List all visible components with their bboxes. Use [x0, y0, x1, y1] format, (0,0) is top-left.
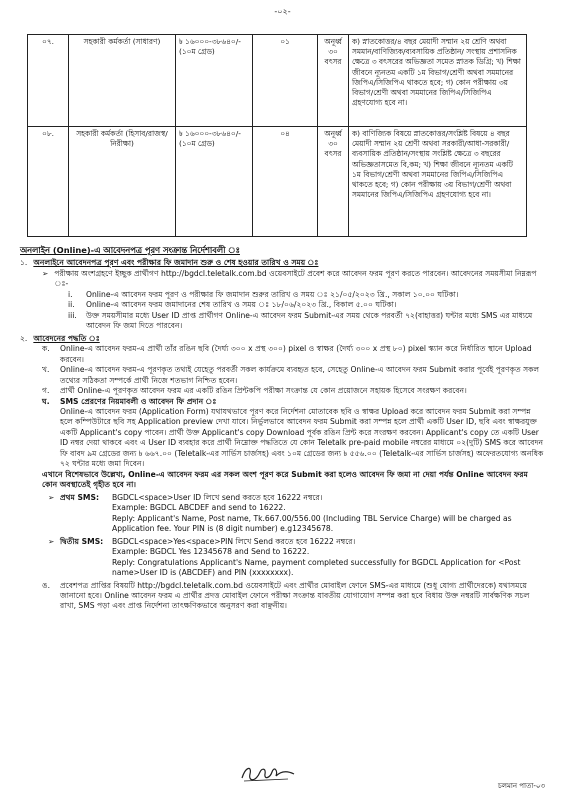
- bullet-arrow-icon: ➢: [42, 268, 49, 278]
- post-count: ০১: [253, 35, 318, 127]
- section-1-intro: পরীক্ষায় অংশগ্রহণে ইচ্ছুক প্রার্থীগণ http://bgdcl.teletalk.com.bd ওয়েবসাইটে প্রবেশ করে আবেদন ফরম পূরণ করতে পারবেন। আবেদনের সময়সীমা নিম্নরূপ ঃ-: [54, 268, 537, 289]
- list-item-number: i.: [68, 289, 73, 299]
- bullet-arrow-icon: ➢: [48, 492, 55, 502]
- admit-card-info: প্রবেশপত্র প্রাপ্তির বিষয়টি http://bgdcl.teletalk.com.bd ওয়েবসাইটে এবং প্রার্থীর মোবাইল ফোনে SMS-এর মাধ্যমে (শুধু যোগ্য প্রার্থীদেরকে) যথাসময়ে জানানো হবে। Online আবেদন ফরম এ প্রার্থীর প্রদত্ত মোবাইল ফোনে পরীক্ষা সংক্রান্ত যাবতীয় যোগাযোগ সম্পন্ন করা হবে বিধায় উক্ত নম্বরটি সার্বক্ষণিক সচল রাখা, SMS পড়া এবং প্রাপ্ত নির্দেশনা তাৎক্ষণিকভাবে অনুসরণ করা বাঞ্ছনীয়।: [60, 580, 530, 611]
- post-age: অনূর্ধ্ব ৩০ বৎসর: [318, 127, 349, 237]
- list-item-number: খ.: [42, 365, 50, 375]
- table-row: [28, 127, 527, 237]
- sms-label: দ্বিতীয় SMS:: [60, 536, 104, 546]
- list-item-number: ঘ.: [42, 396, 50, 406]
- list-item: Online-এ আবেদন ফরম-এ পূরণকৃত তথ্যই যেহেতু পরবর্তী সকল কার্যক্রমে ব্যবহৃত হবে, সেহেতু Online-এ আবেদন ফরম Submit করার পূর্বেই পূরণকৃত সকল তথ্যের সঠিকতা সম্পর্কে প্রার্থী নিজে শতভাগ নিশ্চিত হবেন।: [60, 365, 540, 385]
- sms-reply: Reply: Congratulations Applicant's Name, payment completed successfully for BGDCL Application for <Post name>User ID is (ABCDEF) and PIN (xxxxxxxx).: [112, 557, 521, 578]
- continued-page-note: চলমান পাতা-০৩: [497, 782, 545, 790]
- posts-table: [27, 34, 527, 237]
- list-item: Online-এ আবেদন ফরম-এ প্রার্থী তাঁর রঙিন ছবি (দৈর্ঘ্য ৩০০ x প্রস্থ ৩০০) pixel ও স্বাক্ষর (দৈর্ঘ্য ৩০০ x প্রস্থ ৮০) pixel স্ক্যান করে নির্ধারিত স্থানে Upload করবেন।: [60, 344, 532, 364]
- page-number: -০২-: [274, 7, 291, 16]
- important-note: এখানে বিশেষভাবে উল্লেখ্য, Online-এ আবেদন ফরম এর সকল অংশ পূরণ করে Submit করা হলেও আবেদন ফি জমা না দেয়া পর্যন্ত Online আবেদন ফরম কোন অবস্থাতেই গৃহীত হবে না।: [42, 469, 528, 490]
- section-2-title: আবেদনের পদ্ধতি ঃ: [33, 333, 100, 343]
- sms-example: Example: BGDCL ABCDEF and send to 16222.: [112, 503, 286, 513]
- sms-rules-body: Online-এ আবেদন ফরম (Application Form) যথাযথভাবে পূরণ করে নির্দেশনা মোতাবেক ছবি ও স্বাক্ষর Upload করে আবেদন ফরম Submit করা সম্পন্ন হলে কম্পিউটারে ছবি সহ Application preview দেখা যাবে। নির্ভুলভাবে আবেদন ফরম Submit করা সম্পন্ন হলে প্রার্থী একটি User ID, ছবি এবং স্বাক্ষরযুক্ত একটি Applicant's copy পাবেন। প্রার্থী উক্ত Applicant's copy Download পূর্বক রঙিন প্রিন্ট করে সংরক্ষণ করবেন। Applicant's copy তে একটি User ID নম্বর দেয়া থাকবে এবং এ User ID ব্যবহার করে প্রার্থী নিম্নোক্ত পদ্ধতিতে যে কোন Teletalk pre-paid mobile নম্বরের মাধ্যমে ০২(দুটি) SMS করে আবেদন ফি বাবদ ৯ম গ্রেডের জন্য ৳ ৬৬৭.০০ (Teletalk-এর সার্ভিস চার্জসহ) এবং ১০ম গ্রেডের জন্য ৳ ৫৫৬.০০ (Teletalk-এর সার্ভিস চার্জসহ) অফেরতযোগ্য অনধিক ৭২ ঘন্টার মধ্যে জমা দিবেন।: [60, 407, 544, 469]
- list-item-number: গ.: [42, 386, 50, 396]
- signature-image: [238, 762, 298, 784]
- post-serial: ০৮.: [28, 127, 69, 237]
- section-1-number: ১.: [20, 258, 28, 268]
- sms-command: BGDCL<space>Yes<space>PIN লিখে Send করতে হবে 16222 নম্বরে।: [112, 536, 356, 546]
- section-2-number: ২.: [20, 333, 28, 343]
- post-grade: ৳ ১৬০০০-৩৮৬৪০/- (১০ম গ্রেড): [176, 127, 253, 237]
- post-age: অনূর্ধ্ব ৩০ বৎসর: [318, 35, 349, 127]
- sms-reply: Reply: Applicant's Name, Post name, Tk.667.00/556.00 (Including TBL Service Charge) will be charged as Application fee. Your PIN is (8 digit number) e.g12345678.: [112, 513, 512, 534]
- online-heading: অনলাইন (Online)-এ আবেদনপত্র পূরণ সংক্রান্ত নির্দেশাবলী ঃ: [20, 245, 240, 255]
- sms-first: [20, 493, 545, 535]
- post-name: সহকারী কর্মকর্তা (সাধারণ): [69, 35, 176, 127]
- list-item: Online-এ আবেদন ফরম জমাদানের শেষ তারিখ ও সময় ঃ ১৮/০৬/২০২৩ খ্রি., বিকাল ৫.০০ ঘটিকা।: [86, 300, 397, 310]
- post-grade: ৳ ১৬০০০-৩৮৬৪০/- (১০ম গ্রেড): [176, 35, 253, 127]
- sms-command: BGDCL<space>User ID লিখে send করতে হবে 16222 নম্বরে।: [112, 492, 323, 502]
- section-1-title: অনলাইনে আবেদনপত্র পূরণ এবং পরীক্ষার ফি জমাদান শুরু ও শেষ হওয়ার তারিখ ও সময় ঃ: [33, 258, 319, 268]
- post-name: সহকারী কর্মকর্তা (হিসাব/রাজস্ব/নিরীক্ষা): [69, 127, 176, 237]
- sms-example: Example: BGDCL Yes 12345678 and Send to 16222.: [112, 547, 310, 557]
- post-requirements: ক) বাণিজ্যিক বিষয়ে স্নাতকোত্তর/সংশ্লিষ্ট বিষয়ে ৪ বছর মেয়াদী সম্মান ২য় শ্রেণী অথবা সরকারী/আধা-সরকারী/ব্যবসায়িক প্রতিষ্ঠান/সংস্থায় সংশ্লিষ্ট ক্ষেত্রে ৩ বছরের অভিজ্ঞতাসমেত বি,কম; খ) শিক্ষা জীবনে ন্যূনতম একটি ১ম বিভাগ/শ্রেণী অথবা সমমানের জিপিএ/সিজিপিএ থাকতে হবে; গ) কোন পরীক্ষায় ৩য় বিভাগ/শ্রেণী অথবা সমমানের জিপিএ/সিজিপিএ গ্রহণযোগ্য হবে না।: [349, 127, 527, 237]
- sms-rules-title: SMS প্রেরণের নিয়মাবলী ও আবেদন ফি প্রদান ঃ: [60, 396, 217, 406]
- post-requirements: ক) স্নাতকোত্তর/৪ বছর মেয়াদী সম্মান ২য় শ্রেণি অথবা সমমান/বাণিজ্যিক/ব্যবসায়িক প্রতিষ্ঠান/ সংস্থায় প্রশাসনিক ক্ষেত্রে ৩ বৎসরের অভিজ্ঞতা সমেত স্নাতক ডিগ্রি; খ) শিক্ষা জীবনে ন্যূনতম একটি ১ম বিভাগ/শ্রেণী অথবা সমমানের জিপিএ/সিজিপিএ থাকতে হবে; গ) কোন পরীক্ষায় ৩য় বিভাগ/শ্রেণী অথবা সমমানের জিপিএ/সিজিপিএ গ্রহণযোগ্য হবে না।: [349, 35, 527, 127]
- sms-label: প্রথম SMS:: [60, 492, 99, 502]
- post-count: ০৪: [253, 127, 318, 237]
- list-item-number: ii.: [68, 300, 75, 310]
- list-item-number: iii.: [68, 310, 77, 320]
- list-item-number: ক.: [42, 344, 50, 354]
- sms-second: [20, 537, 545, 579]
- list-item: Online-এ আবেদন ফরম পূরণ ও পরীক্ষার ফি জমাদান শুরুর তারিখ ও সময় ঃ ২১/০৫/২০২৩ খ্রি., সকাল ১০.০০ ঘটিকা।: [86, 289, 459, 299]
- list-item: প্রার্থী Online-এ পূরণকৃত আবেদন ফরম এর একটি রঙিন প্রিন্টকপি পরীক্ষা সংক্রান্ত যে কোন প্রয়োজনে সহায়ক হিসেবে সংরক্ষণ করবেন।: [60, 386, 467, 396]
- online-instructions: [20, 245, 545, 612]
- post-serial: ০৭.: [28, 35, 69, 127]
- list-item: উক্ত সময়সীমার মধ্যে User ID প্রাপ্ত প্রার্থীগণ Online-এ আবেদন ফরম Submit-এর সময় থেকে পরবর্তী ৭২(বাহাত্তর) ঘন্টার মধ্যে SMS এর মাধ্যমে আবেদন ফি জমা দিতে পারবেন।: [86, 310, 533, 331]
- table-row: [28, 35, 527, 127]
- list-item-number: ঙ.: [42, 580, 50, 590]
- bullet-arrow-icon: ➢: [48, 536, 55, 546]
